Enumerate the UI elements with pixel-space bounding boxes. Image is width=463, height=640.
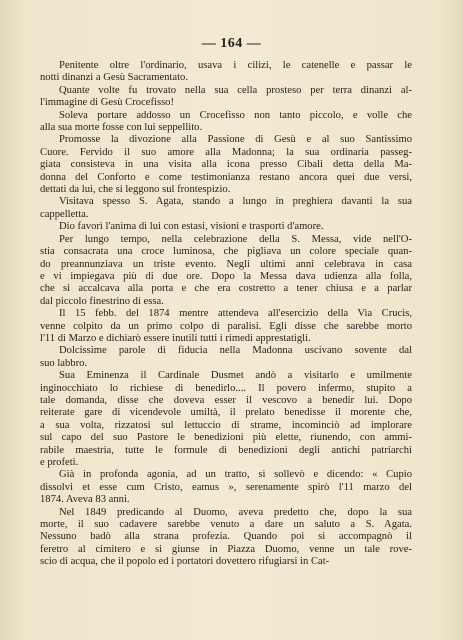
text-line: giata consisteva in una visita alla icona presso Cibali detta della Ma- [40,159,412,171]
text-line: Nel 1849 predicando al Duomo, aveva predetto che, dopo la sua [59,506,412,518]
text-line: l'11 di Marzo e dichiarò essere inutili tutti i rimedi apprestatigli. [40,332,311,344]
text-line: e vi impiegava più di due ore. Dopo la Messa dava udienza alla folla, [40,270,412,282]
text-line: l'immagine di Gesù Crocefisso! [40,97,175,109]
text-line: tale domanda, disse che doveva esser il vescovo a benedir lui. Dopo [40,394,412,406]
text-line: Per lungo tempo, nella celebrazione della S. Messa, vide nell'O- [59,233,412,245]
text-line: dissolvi et esse cum Cristo, eamus », serenamente spirò l'11 marzo del [40,481,412,493]
text-line: Penitente oltre l'ordinario, usava i cilizi, le catenelle e passar le [59,60,412,71]
text-line: do preannunziava un triste evento. Negli ultimi anni celebrava in casa [40,258,412,270]
text-line: notti dinanzi a Gesù Sacramentato. [40,72,188,84]
text-line: inginocchiato lo richiese di benedirlo.... Il povero infermo, stupito a [40,382,412,394]
text-line: 1874. Aveva 83 anni. [40,494,130,506]
text-line: dal piccolo finestrino di essa. [40,295,164,307]
text-line: sul capo del suo Pastore le benedizioni più elette, riunendo, con ammi- [40,432,412,444]
text-line: venne colpito da un primo colpo di paralisi. Egli disse che sarebbe morto [40,320,412,332]
text-line: che si accalcava alla porta e che era costretto a tener chiusa e a parlar [40,283,412,295]
text-line: scio di acqua, che il popolo ed i portatori dovettero rifugiarsi in Cat- [40,556,330,568]
text-line: Il 15 febb. del 1874 mentre attendeva all'esercizio della Via Crucis, [59,308,412,320]
text-line: reiterate gare di vicendevole umiltà, il prelato benedisse il morente che, [40,407,412,419]
text-line: a sua volta, rizzatosi sul lettuccio di strame, incominciò ad implorare [40,419,412,431]
text-line: stia consacrata una croce luminosa, che pigliava un colore speciale quan- [40,246,412,258]
page-number: — 164 — [201,36,262,51]
text-line: Dio favorì l'anima di lui con estasi, visioni e trasporti d'amore. [59,221,324,233]
text-line: suo labbro. [40,357,88,369]
text-line: Soleva portare addosso un Crocefisso non tanto piccolo, e volle che [59,109,412,121]
text-line: rabile maestria, tutte le formule di benedizioni degli antichi patriarchi [40,444,412,456]
text-line: alla sua morte fosse con lui seppellito. [40,122,203,134]
text-line: Già in profonda agonia, ad un tratto, si sollevò e dicendo: « Cupio [59,469,412,481]
text-line: Visitava spesso S. Agata, stando a lungo in preghiera davanti la sua [59,196,412,208]
text-line: Quante volte fu trovato nella sua cella prosteso per terra dinanzi al- [59,84,412,96]
text-line: Nessuno badò alla strana profezia. Quando poi si accompagnò il [40,531,412,543]
text-line: morte, il suo cadavere sarebbe venuto a dare un saluto a S. Agata. [40,519,412,531]
text-line: e profeti. [40,457,79,468]
text-line: Sua Eminenza il Cardinale Dusmet andò a visitarlo e umilmente [59,370,412,382]
text-line: dettati da lui, che si leggono sul frontespizio. [40,184,231,196]
text-line: cappelletta. [40,208,89,220]
text-line: Dolcissime parole di fiducia nella Madonna uscivano sovente dal [59,345,412,357]
text-line: Cuore. Fervido il suo amore alla Madonna; la sua ordinaria passeg- [40,146,412,158]
text-line: Promosse la divozione alla Passione di Gesù e al suo Santissimo [59,134,412,146]
body-text [40,60,412,569]
text-line: feretro al cimitero e si giunse in Piazza Duomo, venne un tale rove- [40,543,412,555]
text-line: donna del Conforto e come testimonianza restano ancora quei due versi, [40,171,412,183]
